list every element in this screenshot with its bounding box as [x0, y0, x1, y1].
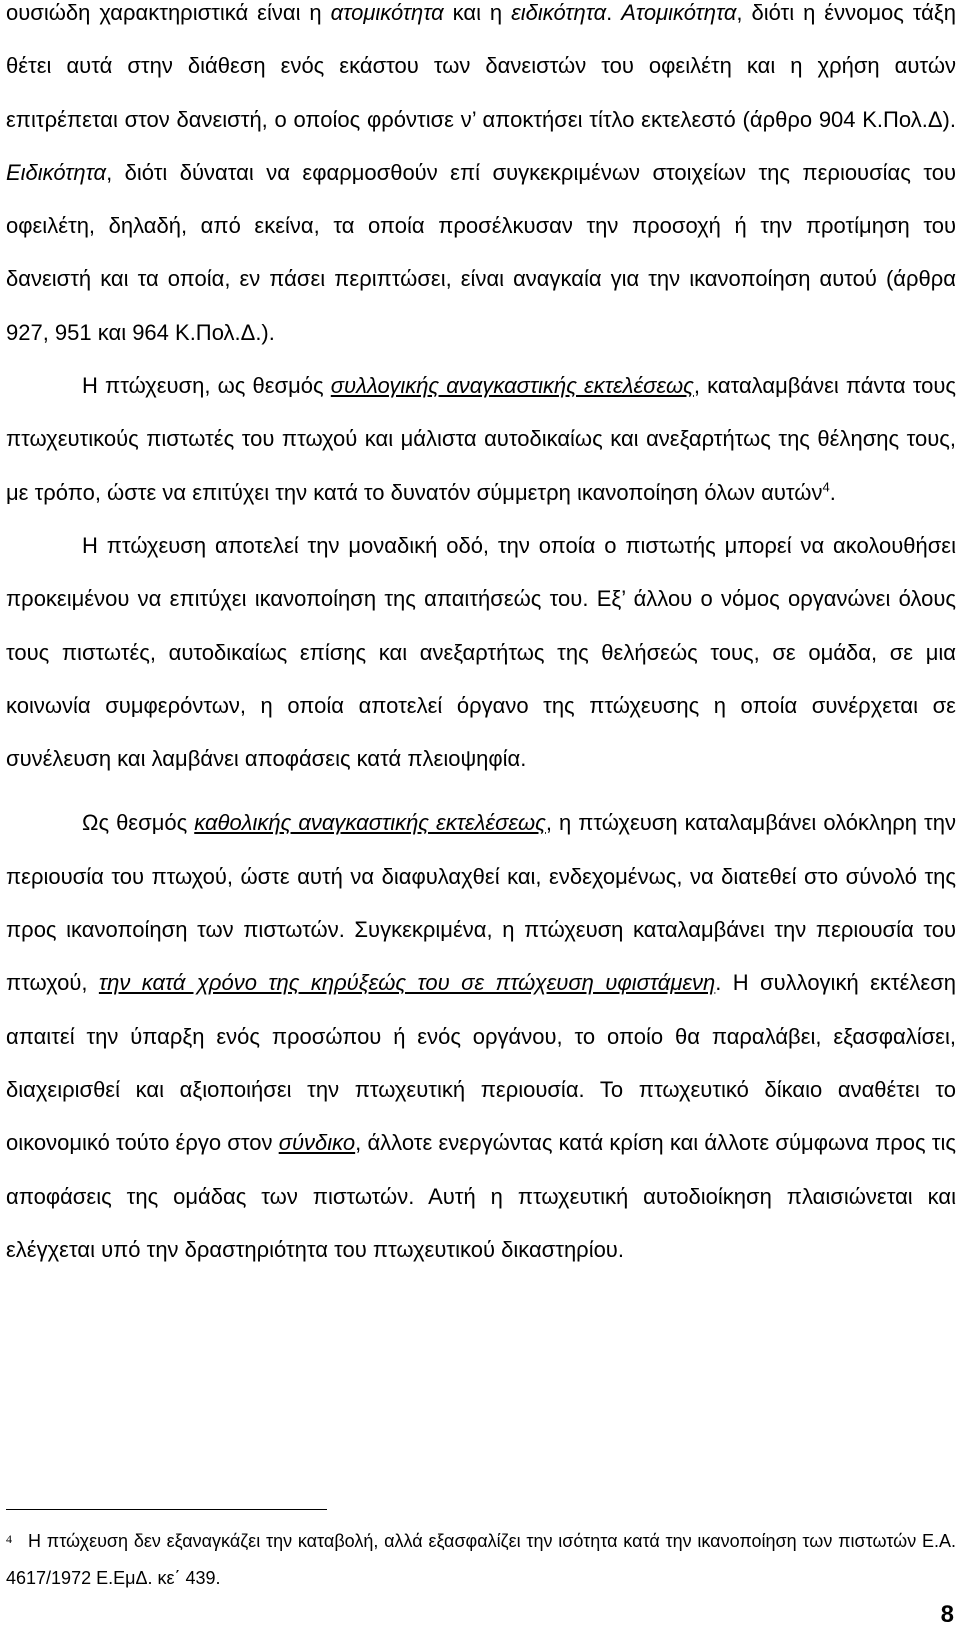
italic-term: ατομικότητα — [330, 0, 444, 25]
italic-term: Ατομικότητα — [621, 0, 737, 25]
text-run: . — [829, 479, 836, 505]
footnote-separator — [6, 1509, 327, 1510]
underlined-term: καθολικής αναγκαστικής εκτελέσεως — [194, 810, 546, 836]
text-run: , καταλαμβάνει πάντα τους πτωχευτικούς πιστωτές του πτωχού και μάλιστα αυτοδικαίως και ανεξαρτήτως της θέλησης τους, με τρόπο, ώστε να επιτύχει την κατά το δυνατόν σύμμετρη ικανοποίηση όλων αυτών — [6, 373, 956, 505]
italic-term: ειδικότητα — [511, 0, 607, 25]
text-run: Η πτώχευση, ως θεσμός — [82, 373, 331, 399]
underlined-term: συλλογικής αναγκαστικής εκτελέσεως — [330, 373, 694, 399]
text-run: , διότι η έννομος τάξη θέτει αυτά στην διάθεση ενός εκάστου των δανειστών του οφειλέτη και η χρήση αυτών επιτρέπεται στον δανειστή, ο οποίος φρόντισε ν’ αποκτήσει τίτλο εκτελεστό (άρθρο 904 Κ.Πολ.Δ). — [6, 0, 956, 132]
text-run: , άλλοτε ενεργώντας κατά κρίση και άλλοτε σύμφωνα προς τις αποφάσεις της ομάδας των πιστωτών. Αυτή η πτωχευτική αυτοδιοίκηση πλαισιώνεται και ελέγχεται υπό την δραστηριότητα του πτωχευτικού δικαστηρίου. — [6, 1130, 956, 1262]
footnote — [6, 1523, 956, 1597]
italic-term: Ειδικότητα — [6, 159, 107, 185]
body-text — [6, 0, 956, 1276]
page-number: 8 — [940, 1601, 954, 1628]
text-run: . Η συλλογική εκτέλεση απαιτεί την ύπαρξη ενός προσώπου ή ενός οργάνου, το οποίο θα παραλάβει, εξασφαλίσει, διαχειρισθεί και αξιοποιήσει την πτωχευτική περιουσία. Το πτωχευτικό δίκαιο αναθέτει το οικονομικό τούτο έργο στον — [6, 970, 957, 1156]
underlined-term: την κατά χρόνο της κηρύξεώς του σε πτώχευση υφιστάμενη — [98, 970, 716, 996]
text-run: ουσιώδη χαρακτηριστικά είναι η — [6, 0, 331, 25]
text-run: Ως θεσμός — [82, 810, 195, 836]
footnote-reference[interactable]: 4 — [822, 479, 830, 495]
paragraph-1 — [6, 0, 956, 359]
text-run: και η — [443, 0, 512, 25]
paragraph-3: Η πτώχευση αποτελεί την μοναδική οδό, την οποία ο πιστωτής μπορεί να ακολουθήσει προκειμένου να επιτύχει ικανοποίηση της απαιτήσεώς του. Εξ’ άλλου ο νόμος οργανώνει όλους τους πιστωτές, αυτοδικαίως επίσης και ανεξαρτήτως της θελήσεώς τους, σε ομάδα, σε μια κοινωνία συμφερόντων, η οποία αποτελεί όργανο της πτώχευσης η οποία συνέρχεται σε συνέλευση και λαμβάνει αποφάσεις κατά πλειοψηφία. — [6, 532, 956, 772]
footnote-mark: 4 — [6, 1532, 12, 1546]
text-run: , η πτώχευση καταλαμβάνει ολόκληρη την περιουσία του πτωχού, ώστε αυτή να διαφυλαχθεί και, ενδεχομένως, να διατεθεί στο σύνολό της προς ικανοποίηση των πιστωτών. Συγκεκριμένα, η πτώχευση καταλαμβάνει την περιουσία του πτωχού, — [6, 810, 956, 996]
footnote-body: Η πτώχευση δεν εξαναγκάζει την καταβολή, αλλά εξασφαλίζει την ισότητα κατά την ικανοποίηση των πιστωτών Ε.Α. 4617/1972 Ε.ΕμΔ. κε΄ 439. — [6, 1531, 956, 1588]
text-run: , διότι δύναται να εφαρμοσθούν επί συγκεκριμένων στοιχείων της περιουσίας του οφειλέτη, δηλαδή, από εκείνα, τα οποία προσέλκυσαν την προσοχή ή την προτίμηση του δανειστή και τα οποία, εν πάσει περιπτώσει, είναι αναγκαία για την ικανοποίηση αυτού (άρθρα 927, 951 και 964 Κ.Πολ.Δ.). — [6, 159, 956, 345]
paragraph-4 — [6, 796, 956, 1276]
text-run: . — [606, 0, 622, 25]
paragraph-2 — [6, 359, 956, 519]
underlined-term: σύνδικο — [278, 1130, 356, 1156]
footnote-text — [6, 1523, 956, 1597]
